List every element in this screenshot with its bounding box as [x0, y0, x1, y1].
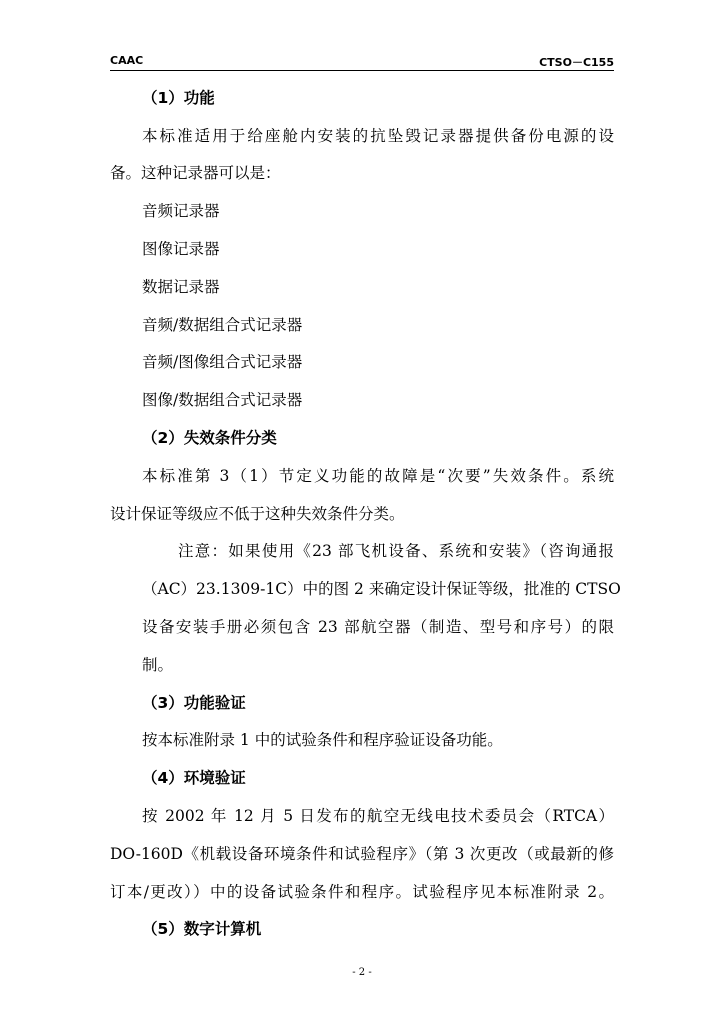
header-org: CAAC [110, 54, 144, 67]
paragraph-line: 按 2002 年 12 月 5 日发布的航空无线电技术委员会（RTCA） [142, 807, 614, 825]
paragraph-line: DO-160D《机载设备环境条件和试验程序》（第 3 次更改（或最新的修 [110, 845, 614, 863]
paragraph-line: 数据记录器 [142, 278, 220, 296]
paragraph-line: 图像记录器 [142, 240, 220, 258]
page-header [110, 52, 614, 71]
paragraph-line: 制。 [142, 656, 174, 674]
paragraph-line: 备。这种记录器可以是： [110, 164, 281, 182]
section-heading: （4）环境验证 [142, 769, 246, 787]
paragraph-line: 注意：如果使用《23 部飞机设备、系统和安装》（咨询通报 [178, 542, 614, 560]
section-heading: （2）失效条件分类 [142, 429, 277, 447]
header-doc-number: CTSO－C155 [539, 56, 614, 69]
paragraph-line: 订本/更改））中的设备试验条件和程序。试验程序见本标准附录 2。 [110, 883, 614, 901]
section-heading: （5）数字计算机 [142, 920, 262, 938]
paragraph-line: （AC）23.1309-1C）中的图 2 来确定设计保证等级，批准的 CTSO [142, 580, 621, 598]
section-heading: （1）功能 [142, 89, 215, 107]
paragraph-line: 图像/数据组合式记录器 [142, 391, 303, 409]
paragraph-line: 设备安装手册必须包含 23 部航空器（制造、型号和序号）的限 [142, 618, 614, 636]
paragraph-line: 设计保证等级应不低于这种失效条件分类。 [110, 505, 405, 523]
section-heading: （3）功能验证 [142, 694, 246, 712]
paragraph-line: 音频/图像组合式记录器 [142, 353, 303, 371]
paragraph-line: 音频/数据组合式记录器 [142, 316, 303, 334]
paragraph-line: 按本标准附录 1 中的试验条件和程序验证设备功能。 [142, 731, 503, 749]
paragraph-line: 音频记录器 [142, 202, 220, 220]
page-number: - 2 - [352, 967, 372, 978]
paragraph-line: 本标准适用于给座舱内安装的抗坠毁记录器提供备份电源的设 [142, 127, 614, 145]
paragraph-line: 本标准第 3（1）节定义功能的故障是“次要”失效条件。系统 [142, 467, 614, 485]
